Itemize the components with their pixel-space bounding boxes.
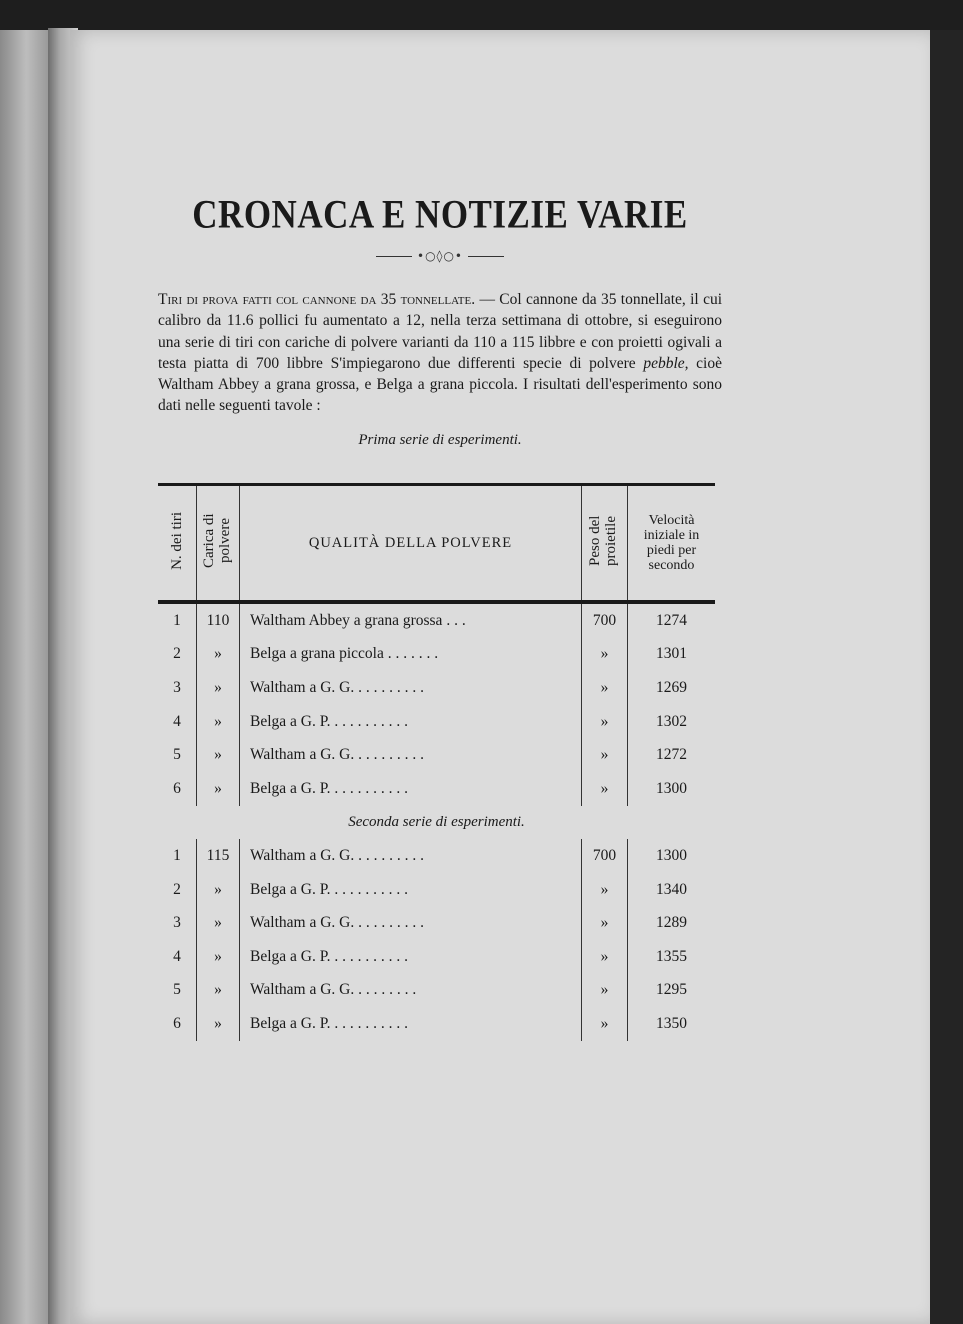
cell-carica: » — [197, 705, 240, 739]
cell-velocita: 1301 — [628, 638, 716, 672]
cell-velocita: 1340 — [628, 873, 716, 907]
ornament-glyphs: •○◊○• — [416, 249, 464, 263]
cell-velocita: 1289 — [628, 906, 716, 940]
cell-carica: » — [197, 974, 240, 1008]
series-2-title-body — [158, 806, 715, 840]
cell-carica: » — [197, 638, 240, 672]
cell-peso: » — [582, 638, 628, 672]
cell-carica: » — [197, 906, 240, 940]
results-table — [158, 483, 715, 1041]
cell-peso: » — [582, 974, 628, 1008]
ornament-rule-left — [376, 256, 412, 257]
table-row — [158, 839, 715, 873]
cell-peso: » — [582, 1007, 628, 1041]
cell-qualita: Belga a G. P. . . . . . . . . . . — [240, 705, 582, 739]
cell-peso: » — [582, 906, 628, 940]
cell-peso: » — [582, 772, 628, 806]
cell-n: 1 — [173, 611, 181, 629]
cell-peso: 700 — [582, 839, 628, 873]
cell-velocita: 1272 — [628, 738, 716, 772]
cell-n: 1 — [173, 846, 181, 864]
cell-carica: » — [197, 873, 240, 907]
scan-right-edge — [930, 30, 963, 1324]
cell-carica: » — [197, 738, 240, 772]
cell-qualita: Belga a G. P. . . . . . . . . . . — [240, 940, 582, 974]
article-body-2: cioè Waltham Abbey a grana grossa, e Belga a grana piccola. I risultati dell'esperimento sono dati nelle seguenti tavole : — [158, 354, 722, 415]
table-header-row — [158, 485, 715, 603]
cell-n: 4 — [173, 947, 181, 965]
cell-peso: 700 — [582, 602, 628, 638]
ornament-rule-right — [468, 256, 504, 257]
cell-n: 3 — [173, 914, 181, 932]
table-row — [158, 974, 715, 1008]
table-row — [158, 671, 715, 705]
page-title: CRONACA E NOTIZIE VARIE — [192, 192, 688, 237]
cell-velocita: 1274 — [628, 602, 716, 638]
title-ornament — [158, 249, 722, 263]
table-row — [158, 1007, 715, 1041]
table-row — [158, 772, 715, 806]
cell-qualita: Belga a G. P. . . . . . . . . . . — [240, 772, 582, 806]
header-n-tiri — [158, 485, 197, 603]
cell-carica: 110 — [197, 602, 240, 638]
table-row — [158, 602, 715, 638]
cell-peso: » — [582, 738, 628, 772]
cell-n: 6 — [173, 1014, 181, 1032]
cell-velocita: 1350 — [628, 1007, 716, 1041]
cell-qualita: Waltham a G. G. . . . . . . . . . — [240, 839, 582, 873]
cell-carica: » — [197, 772, 240, 806]
cell-carica: » — [197, 1007, 240, 1041]
cell-qualita: Belga a grana piccola . . . . . . . — [240, 638, 582, 672]
cell-n: 2 — [173, 645, 181, 663]
cell-qualita: Waltham Abbey a grana grossa . . . — [240, 602, 582, 638]
cell-qualita: Waltham a G. G. . . . . . . . . . — [240, 738, 582, 772]
cell-velocita: 1269 — [628, 671, 716, 705]
cell-qualita: Waltham a G. G. . . . . . . . . — [240, 974, 582, 1008]
cell-carica: » — [197, 671, 240, 705]
cell-velocita: 1300 — [628, 772, 716, 806]
article-body-italic: pebble, — [643, 354, 689, 372]
cell-n: 5 — [173, 981, 181, 999]
series-2-body — [158, 839, 715, 1041]
cell-qualita: Waltham a G. G. . . . . . . . . . — [240, 906, 582, 940]
cell-qualita: Belga a G. P. . . . . . . . . . . — [240, 1007, 582, 1041]
cell-qualita: Belga a G. P. . . . . . . . . . . — [240, 873, 582, 907]
cell-peso: » — [582, 705, 628, 739]
article-lead: Tiri di prova fatti col cannone da 35 tonnellate. — [158, 291, 476, 308]
series-title-2: Seconda serie di esperimenti. — [348, 813, 525, 830]
header-velocita — [628, 485, 716, 603]
cell-velocita: 1300 — [628, 839, 716, 873]
series-1-body — [158, 602, 715, 806]
cell-velocita: 1302 — [628, 705, 716, 739]
cell-qualita: Waltham a G. G. . . . . . . . . . — [240, 671, 582, 705]
cell-velocita: 1295 — [628, 974, 716, 1008]
header-carica — [197, 485, 240, 603]
article-paragraph — [158, 289, 722, 417]
cell-n: 4 — [173, 712, 181, 730]
article-text — [158, 192, 722, 449]
header-peso — [582, 485, 628, 603]
cell-n: 2 — [173, 880, 181, 898]
cell-peso: » — [582, 873, 628, 907]
table-row — [158, 638, 715, 672]
series-title-1: Prima serie di esperimenti. — [358, 432, 522, 449]
table-row — [158, 738, 715, 772]
header-qualita: QUALITÀ DELLA POLVERE — [240, 485, 582, 603]
cell-n: 5 — [173, 746, 181, 764]
series-2-title-row — [158, 806, 715, 840]
cell-n: 3 — [173, 678, 181, 696]
cell-n: 6 — [173, 779, 181, 797]
table-row — [158, 873, 715, 907]
cell-velocita: 1355 — [628, 940, 716, 974]
article-body-1: — Col cannone da 35 tonnellate, il cui calibro da 11.6 pollici fu aumentato a 12, nella terza settimana di ottobre, si eseguirono una serie di tiri con cariche di polvere varianti da 110 a 115 libbre e con proietti ogivali a testa piatta di 700 libbre S'impiegarono due differenti specie di polvere — [158, 291, 722, 372]
header-n-tiri-label: N. dei tiri — [169, 511, 185, 570]
header-carica-label: Carica di polvere — [201, 513, 233, 568]
cell-peso: » — [582, 940, 628, 974]
table-row — [158, 705, 715, 739]
table-row — [158, 940, 715, 974]
header-peso-label: Peso del proietile — [586, 515, 619, 566]
previous-page-edge — [0, 30, 48, 1324]
header-velocita-label: Velocità iniziale in piedi per secondo — [643, 513, 700, 573]
cell-peso: » — [582, 671, 628, 705]
cell-carica: 115 — [197, 839, 240, 873]
table-row — [158, 906, 715, 940]
cell-carica: » — [197, 940, 240, 974]
